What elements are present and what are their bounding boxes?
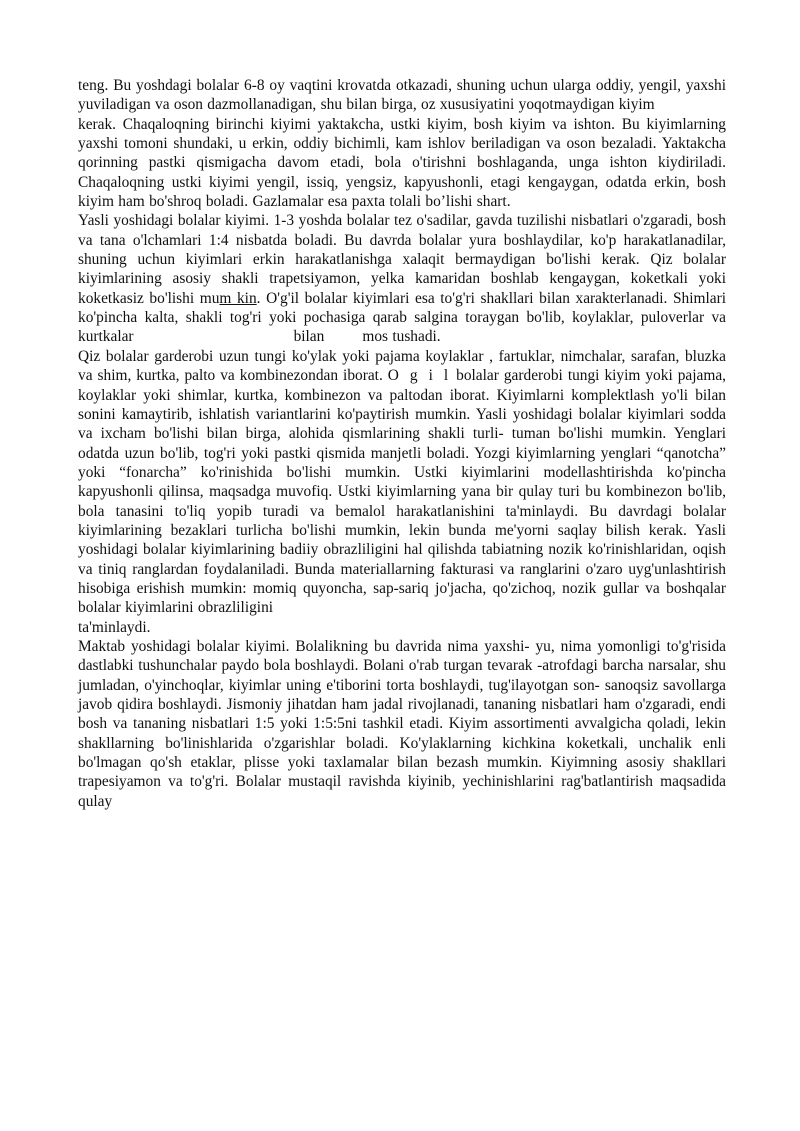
paragraph-nursery-age <box>78 211 726 346</box>
nursery-text-start: Yasli yoshidagi bolalar kiyimi. 1-3 yoshda bolalar tez o'sadilar, gavda tuzilishi nisbatlari o'zgaradi, bosh va tana o'lchamlari 1:4 nisbatda boladi. Bu davrda bolalar yura boshlaydilar, ko'p harakatlanadilar, shuning uchun kiyimlari erkin harakatlanishga xalaqit bermaydigan bo'lishi kerak. Qiz bolalar kiyimlarining asosiy shakli trapetsiyamon, yelka kamaridan boshlab kengaygan, koketkali yoki koketkasiz bo'lishi mu <box>78 212 726 307</box>
wardrobe-text-start: Qiz bolalar garderobi uzun tungi ko'ylak yoki pajama koylaklar , fartuklar, nimchalar, sarafan, bluzka va shim, kurtka, palto va kombinezondan iborat. <box>78 347 726 385</box>
document-page <box>78 76 726 811</box>
paragraph-ensures: ta'minlaydi. <box>78 618 151 636</box>
paragraph-intro-continuation: teng. Bu yoshdagi bolalar 6-8 oy vaqtini krovatda otkazadi, shuning uchun ularga oddiy, yengil, yaxshi yuviladigan va oson dazmollanadigan, shu bilan birga, oz xususiyatini yoqotmaydigan kiyim <box>78 77 726 114</box>
paragraph-wardrobe <box>78 347 726 618</box>
nursery-text-middle: . O'g'il bolalar kiyimlari esa to'g'ri shakllari bilan xarakterlanadi. Shimlari ko'pincha kalta, shakli tog'ri yoki pochasiga qarab salgina toraygan bo'lib, koylaklar, puloverlar va kurtkalar <box>78 289 726 346</box>
underlined-word: m kin <box>219 289 257 307</box>
paragraph-first-clothing: kerak. Chaqaloqning birinchi kiyimi yaktakcha, ustki kiyim, bosh kiyim va ishton. Bu kiyimlarning yaxshi tomoni shundaki, u erkin, oddiy bichimli, kam ishlov beriladigan va oson bezaladi. Yaktakcha qorinning pastki qismigacha davom etadi, bola o'tirishni boshlaganda, unga ishton kiydiriladi. Chaqaloqning ustki kiyimi yengil, issiq, yengsiz, kapyushonli, etagi kengaygan, odatda erkin, bosh kiyim ham bo'shroq boladi. Gazlamalar esa paxta tolali bo’lishi shart. <box>78 115 726 211</box>
word-bilan: bilan <box>293 328 325 346</box>
nursery-text-end: mos tushadi. <box>362 328 441 346</box>
spaced-word: O g i l <box>387 367 452 385</box>
wardrobe-text-rest: bolalar garderobi tungi kiyim yoki pajama, koylaklar yoki shimlar, kurtka, kombinezon va paltodan iborat. Kiyimlarni komplektlash yo'li bilan sonini kamaytirib, ishlatish variantlarini ko'paytirish mumkin. Yasli yoshidagi bolalar kiyimlari sodda va ixcham bo'lishi bilan birga, alohida qismlarining shakli turli- tuman bo'lishi mumkin. Yenglari odatda uzun bo'lib, tog'ri yoki pastki qismida manjetli boladi. Yozgi kiyimlarning yenglari “qanotcha” yoki “fonarcha” ko'rinishida bo'lishi mumkin. Ustki kiyimlarini modellashtirishda ko'pincha kapyushonli qilinsa, maqsadga muvofiq. Ustki kiyimlarning yana bir qulay turi bu kombinezon bo'lib, bola tanasini to'liq yopib turadi va bemalol harakatlanishini ta'minlaydi. Bu davrdagi bolalar kiyimlarining bezaklari turlicha bo'lishi mumkin, lekin bunda me'yorni saqlay bilish kerak. Yasli yoshidagi bolalar kiyimlarining badiiy obrazliligini hal qilishda tabiatning nozik ko'rinishlaridan, oqish va tiniq ranglardan foydalaniladi. Bunda materiallarning fakturasi va ranglarini o'zaro uyg'unlashtirish hisobiga erishish mumkin: momiq quyoncha, sap-sariq jo'jacha, qo'zichoq, nozik gullar va boshqalar bolalar kiyimlarini obrazliligini <box>78 367 727 617</box>
paragraph-school-age: Maktab yoshidagi bolalar kiyimi. Bolalikning bu davrida nima yaxshi- yu, nima yomonligi to'g'risida dastlabki tushunchalar paydo bola boshlaydi. Bolani o'rab turgan tevarak -atrofdagi barcha narsalar, shu jumladan, o'yinchoqlar, kiyimlar uning e'tiborini torta boshlaydi, tug'ilayotgan son- sanoqsiz savollarga javob qidira boshlaydi. Jismoniy jihatdan ham jadal rivojlanadi, tananing nisbatlari ham o'zgaradi, endi bosh va tananing nisbatlari 1:5 yoki 1:5:5ni tashkil etadi. Kiyim assortimenti avvalgicha qoladi, lekin shakllarning bo'linishlarida o'zgarishlar boladi. Ko'ylaklarning kichkina koketkali, unchalik enli bo'lmagan qo'sh etaklar, plisse yoki taxlamalar bilan bezash mumkin. Kiyimning asosiy shakllari trapesiyamon va to'g'ri. Bolalar mustaqil ravishda kiyinib, yechinishlarini rag'batlantirish maqsadida qulay <box>78 637 726 810</box>
